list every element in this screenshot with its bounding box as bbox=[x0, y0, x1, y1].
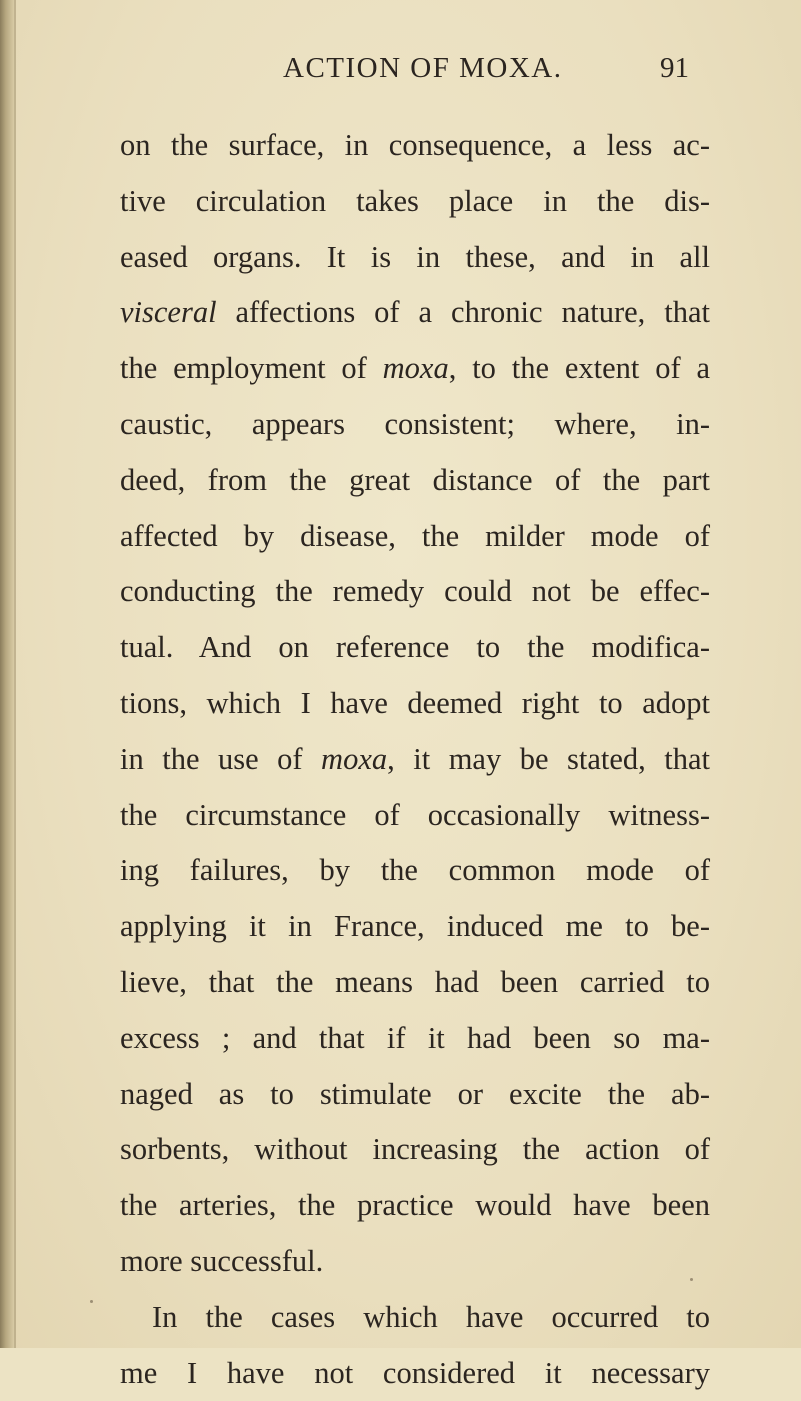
text-line: sorbents, without increasing the action of bbox=[120, 1132, 710, 1167]
text-line: me I have not considered it necessary bbox=[120, 1355, 710, 1390]
text-line: excess ; and that if it had been so ma- bbox=[120, 1020, 710, 1055]
running-title: ACTION OF MOXA. bbox=[283, 52, 563, 84]
text-line: caustic, appears consistent; where, in- bbox=[120, 406, 710, 441]
text-line: naged as to stimulate or excite the ab- bbox=[120, 1076, 710, 1111]
text-line bbox=[120, 285, 710, 341]
text-line bbox=[120, 341, 710, 397]
text-line: more successful. bbox=[120, 1243, 324, 1278]
running-head bbox=[0, 52, 801, 92]
text-run: the employment of bbox=[120, 351, 383, 386]
text-line: the arteries, the practice would have been bbox=[120, 1188, 710, 1223]
text-line: eased organs. It is in these, and in all bbox=[120, 239, 710, 274]
italic-term: moxa bbox=[321, 741, 388, 776]
text-line: In the cases which have occurred to bbox=[152, 1299, 710, 1334]
text-line bbox=[120, 732, 710, 788]
text-line: ing failures, by the common mode of bbox=[120, 853, 710, 888]
text-line: affected by disease, the milder mode of bbox=[120, 518, 710, 553]
gutter-shadow bbox=[14, 0, 16, 1348]
text-line: on the surface, in consequence, a less ac- bbox=[120, 128, 710, 162]
text-line: tual. And on reference to the modifica- bbox=[120, 630, 710, 665]
text-run: , to the extent of a bbox=[448, 351, 711, 386]
text-line: tive circulation takes place in the dis- bbox=[120, 183, 710, 218]
text-run: , it may be stated, that bbox=[387, 741, 710, 776]
text-line: applying it in France, induced me to be- bbox=[120, 909, 710, 944]
body-text bbox=[120, 118, 710, 1401]
text-line: conducting the remedy could not be effec- bbox=[120, 574, 710, 609]
text-line: deed, from the great distance of the part bbox=[120, 462, 710, 497]
text-line: the circumstance of occasionally witness- bbox=[120, 797, 710, 832]
page-number: 91 bbox=[660, 52, 689, 84]
page-gutter bbox=[0, 0, 14, 1348]
italic-term: visceral bbox=[120, 295, 217, 330]
text-line: lieve, that the means had been carried to bbox=[120, 964, 710, 999]
paper-speck bbox=[90, 1300, 93, 1303]
text-run: affections of a chronic nature, that bbox=[216, 295, 710, 330]
text-run: in the use of bbox=[120, 741, 322, 776]
italic-term: moxa bbox=[382, 351, 449, 386]
paper-speck bbox=[690, 1278, 693, 1281]
text-line: tions, which I have deemed right to adopt bbox=[120, 685, 710, 720]
